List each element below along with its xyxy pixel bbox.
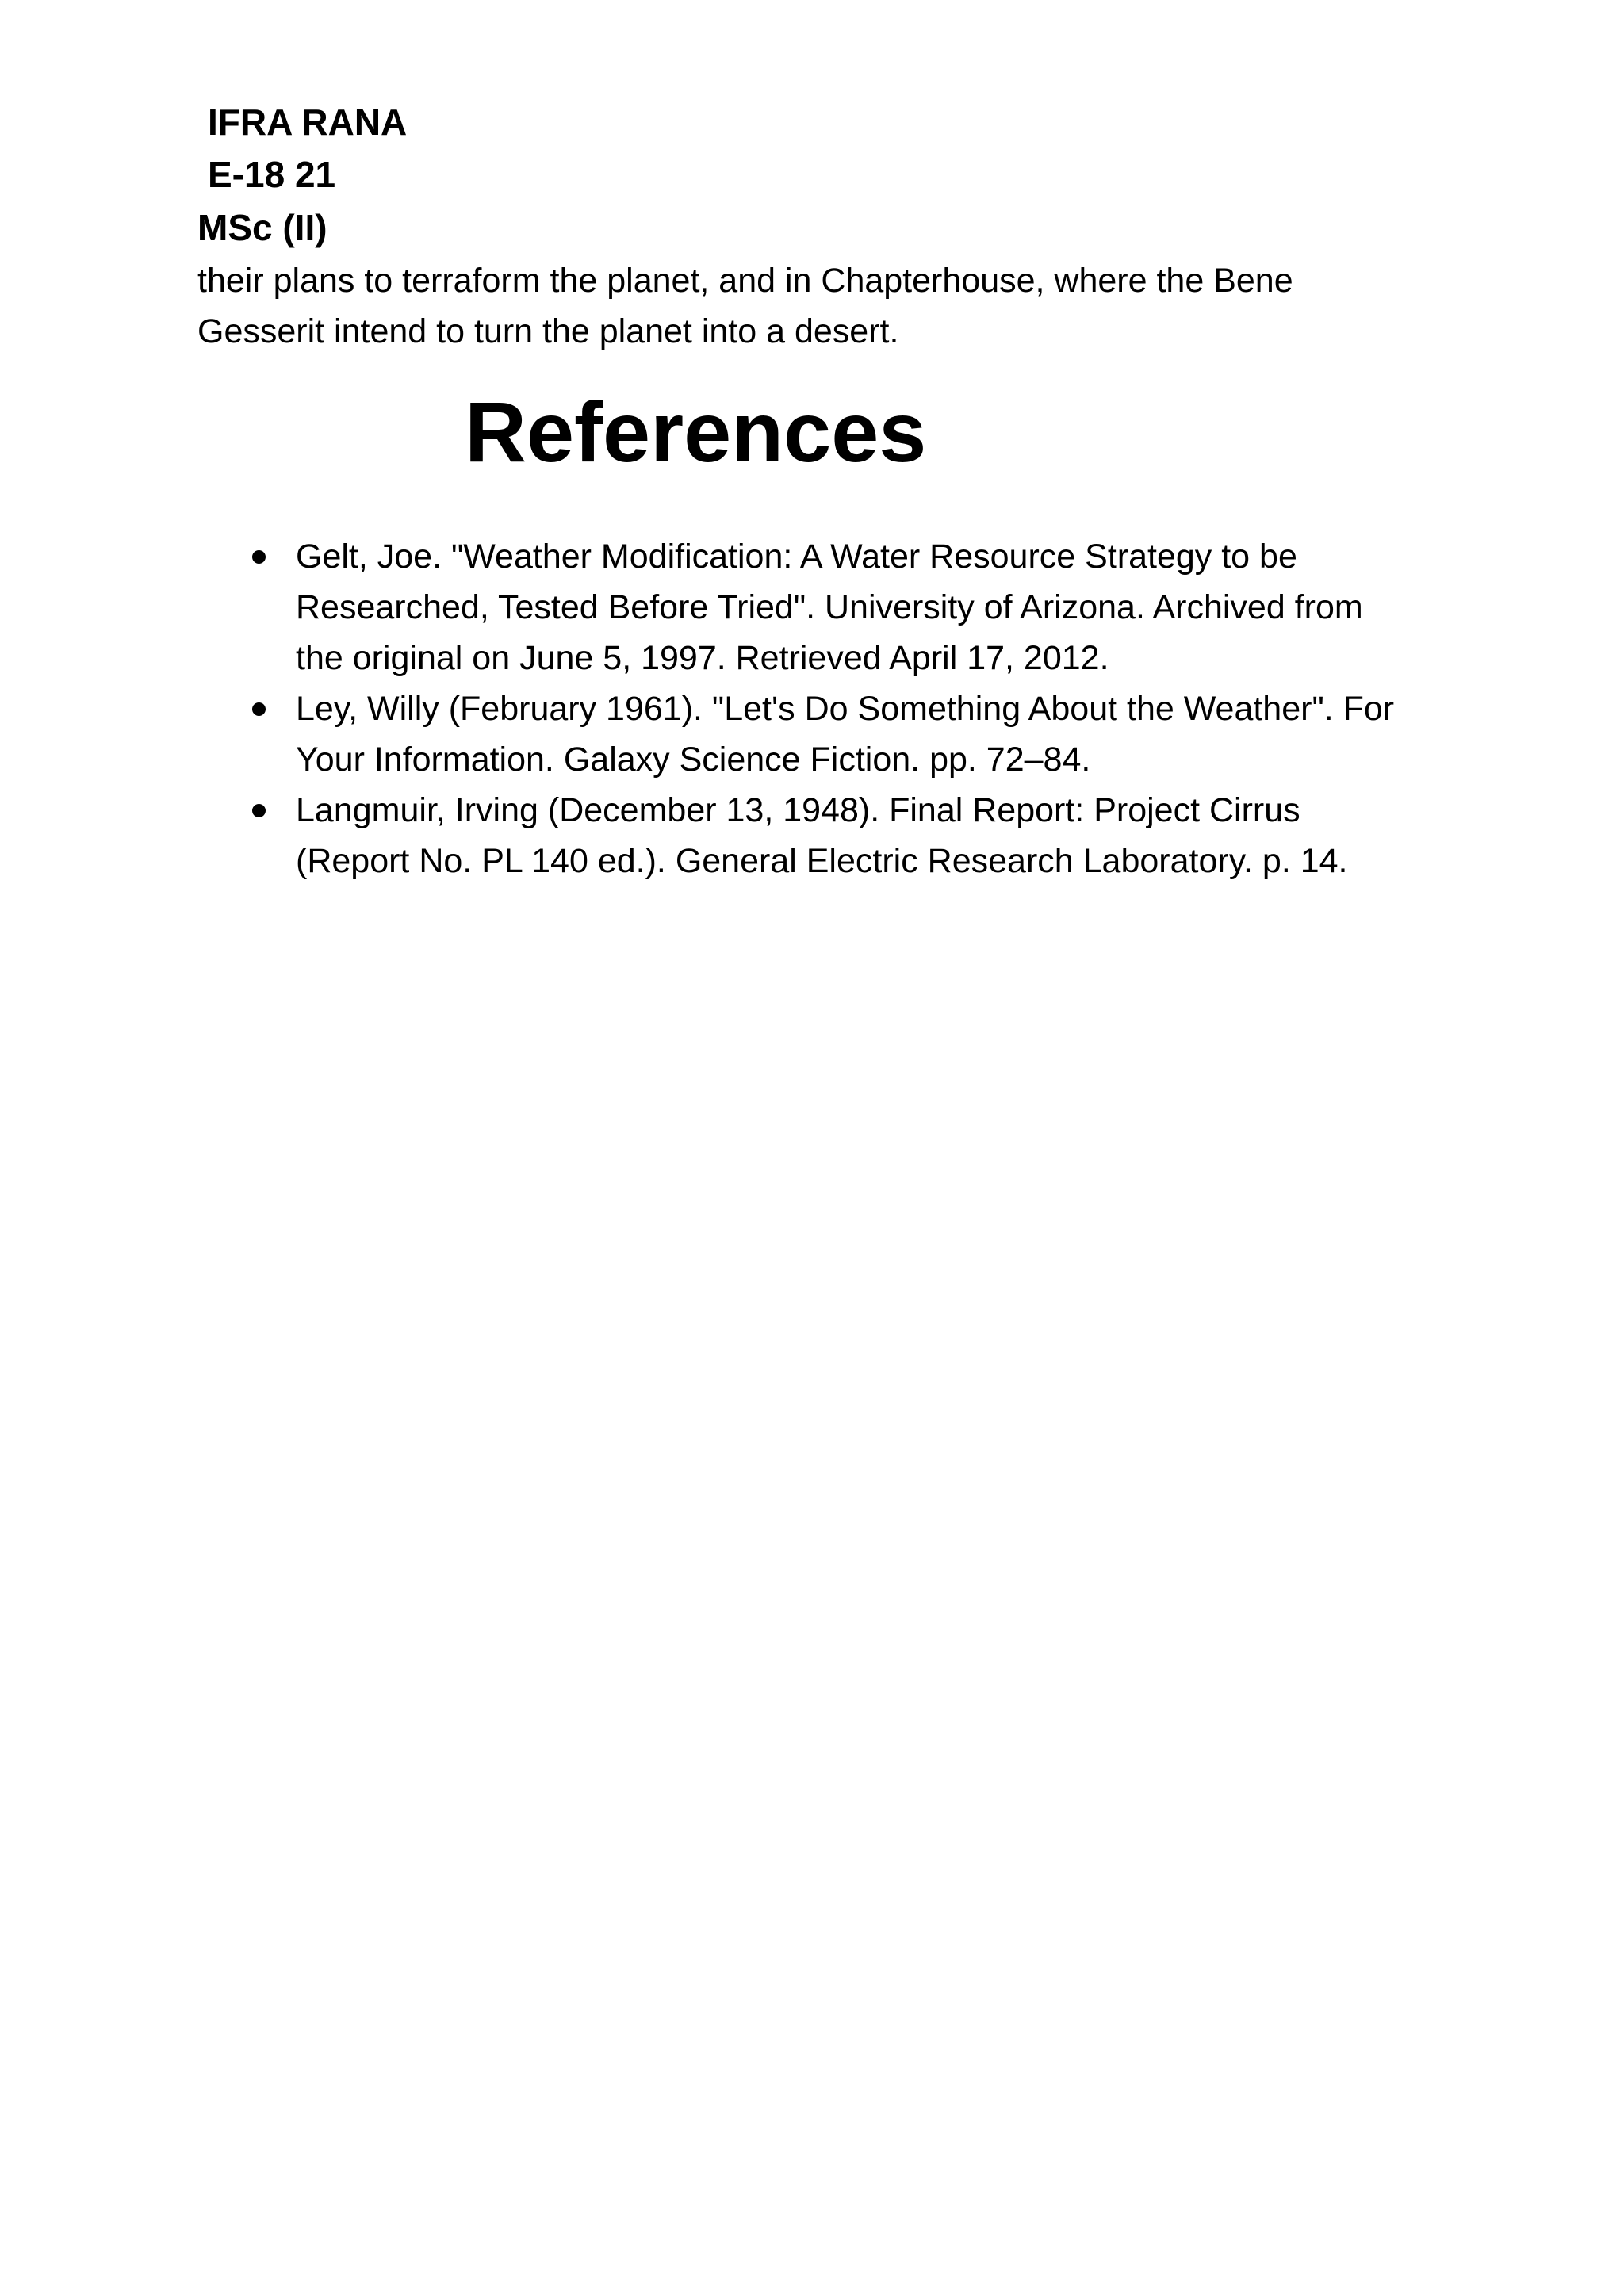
reference-line: the original on June 5, 1997. Retrieved April 17, 2012. — [296, 639, 1109, 677]
reference-item — [238, 785, 1475, 886]
reference-line: Your Information. Galaxy Science Fiction. pp. 72–84. — [296, 740, 1091, 779]
reference-line: (Report No. PL 140 ed.). General Electric Research Laboratory. p. 14. — [296, 842, 1348, 880]
reference-line: Langmuir, Irving (December 13, 1948). Final Report: Project Cirrus — [296, 791, 1300, 829]
body-line: Gesserit intend to turn the planet into a desert. — [197, 312, 899, 350]
author-name: IFRA RANA — [208, 101, 408, 143]
reference-line: Gelt, Joe. "Weather Modification: A Water Resource Strategy to be — [296, 538, 1297, 576]
reference-line: Ley, Willy (February 1961). "Let's Do Something About the Weather". For — [296, 690, 1395, 728]
references-heading: References — [465, 384, 927, 480]
references-list — [238, 531, 1475, 886]
bullet-icon — [252, 804, 266, 817]
reference-item — [238, 683, 1475, 785]
student-id: E-18 21 — [208, 154, 336, 195]
bullet-icon — [252, 702, 266, 716]
reference-line: Researched, Tested Before Tried". University of Arizona. Archived from — [296, 588, 1363, 626]
body-paragraph — [197, 255, 1434, 357]
bullet-icon — [252, 550, 266, 564]
reference-item — [238, 531, 1475, 683]
body-line: their plans to terraform the planet, and in Chapterhouse, where the Bene — [197, 262, 1293, 300]
program-label: MSc (II) — [197, 207, 327, 248]
